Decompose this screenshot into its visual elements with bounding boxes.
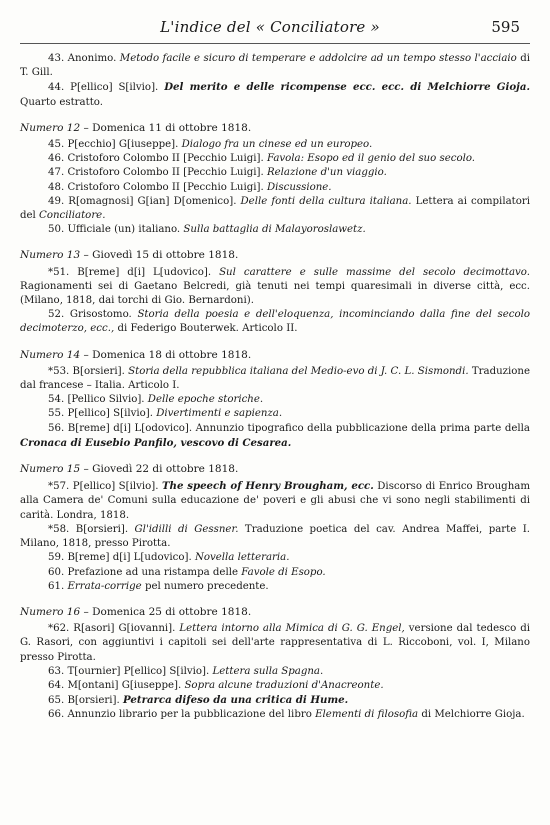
entry-57: *57. P[ellico] S[ilvio]. The speech of Henry Brougham, ecc. Discorso di Enrico Brougham alla Camera de' Comuni sulla educazione de' poveri e gli abusi che vi sono negli stabilimenti di carità. Londra, 1818. — [20, 480, 530, 521]
entry-44: 44. P[ellico] S[ilvio]. Del merito e delle ricompense ecc. ecc. di Melchiorre Gioja. Quarto estratto. — [20, 81, 530, 108]
issue-heading-12: Numero 12 – Domenica 11 di ottobre 1818. — [20, 121, 252, 134]
entry-56: 56. B[reme] d[i] L[odovico]. Annunzio tipografico della pubblicazione della prima parte della Cronaca di Eusebio Panfilo, vescovo di Cesarea. — [20, 422, 530, 449]
issue-heading-13: Numero 13 – Giovedì 15 di ottobre 1818. — [20, 249, 239, 262]
entry-60: 60. Prefazione ad una ristampa delle Favole di Esopo. — [48, 566, 326, 578]
entry-49: 49. R[omagnosi] G[ian] D[omenico]. Delle fonti della cultura italiana. Lettera ai compilatori del Conciliatore. — [20, 195, 531, 222]
entry-65: 65. B[orsieri]. Petrarca difeso da una critica di Hume. — [48, 694, 349, 707]
entry-43: 43. Anonimo. Metodo facile e sicuro di temperare e addolcire ad un tempo stesso l'acciaio di T. Gill. — [20, 53, 530, 79]
entry-58: *58. B[orsieri]. Gl'idilli di Gessner. Traduzione poetica del cav. Andrea Maffei, parte I. Milano, 1818, presso Pirotta. — [20, 523, 531, 550]
running-title: L'indice del « Conciliatore » — [160, 18, 380, 36]
entry-59: 59. B[reme] d[i] L[udovico]. Novella letteraria. — [48, 552, 290, 564]
issue-heading-16: Numero 16 – Domenica 25 di ottobre 1818. — [20, 605, 252, 618]
entry-64: 64. M[ontani] G[iuseppe]. Sopra alcune traduzioni d'Anacreonte. — [48, 679, 384, 691]
issue-heading-14: Numero 14 – Domenica 18 di ottobre 1818. — [20, 348, 252, 361]
entry-45: 45. P[ecchio] G[iuseppe]. Dialogo fra un cinese ed un europeo. — [48, 139, 373, 151]
index-body — [20, 52, 530, 723]
entry-54: 54. [Pellico Silvio]. Delle epoche storiche. — [48, 394, 264, 406]
entry-55: 55. P[ellico] S[ilvio]. Divertimenti e sapienza. — [48, 408, 283, 420]
entry-48: 48. Cristoforo Colombo II [Pecchio Luigi]. Discussione. — [48, 181, 332, 193]
entry-47: 47. Cristoforo Colombo II [Pecchio Luigi]. Relazione d'un viaggio. — [48, 167, 387, 179]
entry-62: *62. R[asori] G[iovanni]. Lettera intorno alla Mimica di G. G. Engel, versione dal tedesco di G. Rasori, con aggiuntivi i capitoli sei dell'arte rappresentativa di L. Riccoboni, vol. I, Milano presso Pirotta. — [20, 623, 530, 663]
header-rule — [20, 43, 530, 44]
page-number: 595 — [491, 18, 520, 36]
entry-46: 46. Cristoforo Colombo II [Pecchio Luigi]. Favola: Esopo ed il genio del suo secolo. — [48, 153, 476, 165]
page-header — [0, 18, 550, 42]
entry-53: *53. B[orsieri]. Storia della repubblica italiana del Medio-evo di J. C. L. Sismondi. Traduzione dal francese – Italia. Articolo I. — [20, 365, 531, 392]
entry-61: 61. Errata-corrige pel numero precedente. — [48, 580, 269, 592]
entry-66: 66. Annunzio librario per la pubblicazione del libro Elementi di filosofia di Melchiorre Gioja. — [48, 709, 525, 721]
entry-52: 52. Grisostomo. Storia della poesia e dell'eloquenza, incominciando dalla fine del secolo decimoterzo, ecc., di Federigo Bouterwek. Articolo II. — [20, 309, 530, 335]
entry-50: 50. Ufficiale (un) italiano. Sulla battaglia di Malayoroslawetz. — [48, 224, 366, 236]
entry-51: *51. B[reme] d[i] L[udovico]. Sul carattere e sulle massime del secolo decimottavo. Ragionamenti sei di Gaetano Belcredi, già tenuti nei tempi quaresimali in diverse città, ecc. (Milano, 1818, dai torchi di Gio. Bernardoni). — [20, 266, 530, 307]
issue-heading-15: Numero 15 – Giovedì 22 di ottobre 1818. — [20, 463, 239, 476]
entry-63: 63. T[ournier] P[ellico] S[ilvio]. Lettera sulla Spagna. — [48, 665, 324, 677]
